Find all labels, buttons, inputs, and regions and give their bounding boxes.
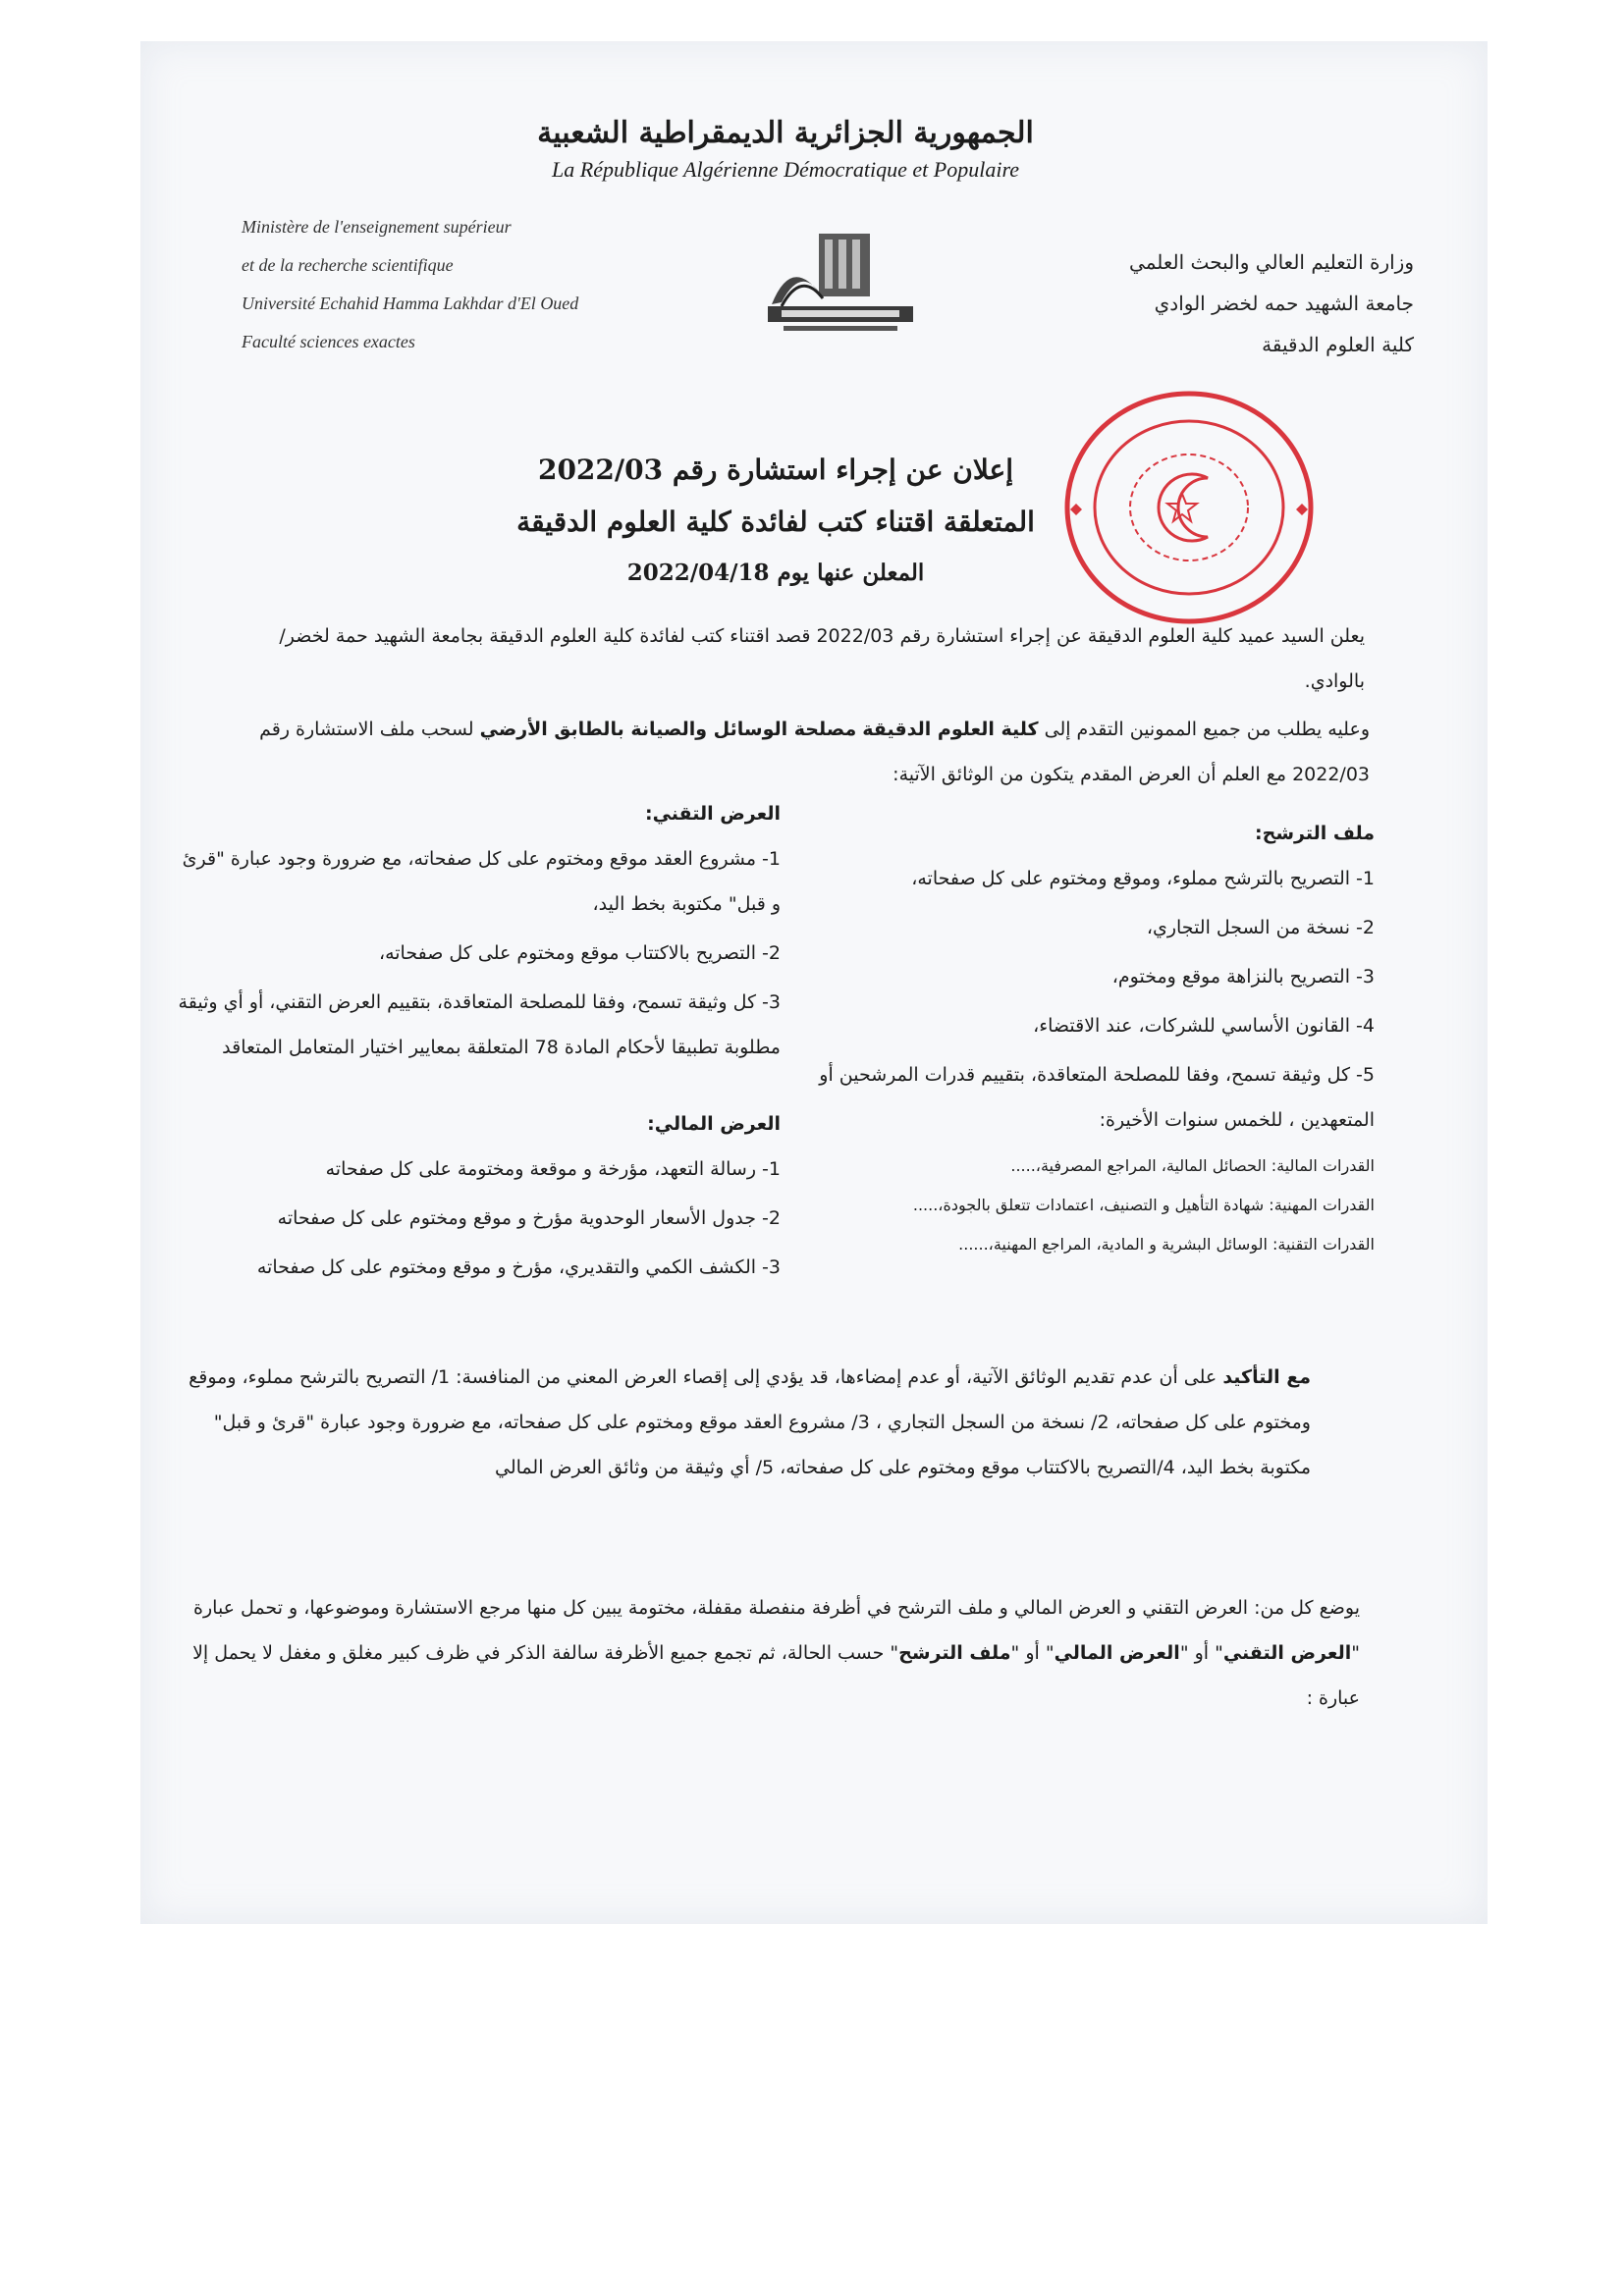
- republic-title-ar: الجمهورية الجزائرية الديمقراطية الشعبية: [537, 116, 1034, 150]
- candidacy-section: [815, 811, 1375, 1264]
- envelope-paragraph: [172, 1585, 1360, 1721]
- financial-label: العرض المالي: [1054, 1642, 1180, 1664]
- request-paragraph: [206, 707, 1370, 797]
- ministry-line: Ministère de l'enseignement supérieur: [242, 217, 512, 237]
- technical-label: العرض التقني: [1222, 1642, 1352, 1664]
- announcement-subtitle: المتعلقة اقتناء كتب لفائدة كلية العلوم الدقيقة: [516, 506, 1035, 538]
- request-text-end: لسحب ملف الاستشارة رقم 2022/03 مع العلم أن العرض المقدم يتكون من الوثائق الآتية:: [259, 719, 1370, 785]
- faculty-name: كلية العلوم الدقيقة: [862, 719, 1039, 740]
- financial-title: العرض المالي:: [647, 1113, 781, 1135]
- faculty-line: Faculté sciences exactes: [242, 332, 415, 351]
- service-name: مصلحة الوسائل والصيانة بالطابق الأرضي: [479, 719, 857, 740]
- note-emphasis: مع التأكيد: [1222, 1366, 1311, 1388]
- university-line-ar: جامعة الشهيد حمه لخضر الوادي: [1154, 292, 1414, 315]
- republic-title-fr: La République Algérienne Démocratique et Populaire: [552, 157, 1019, 182]
- list-item: 3- كل وثيقة تسمح، وفقا للمصلحة المتعاقدة، بتقييم العرض التقني، أو أي وثيقة مطلوبة تطبيقا لأحكام المادة 78 المتعلقة بمعايير اختيار المتعامل المتعاقد: [178, 991, 781, 1058]
- final-text: " أو ": [1010, 1642, 1055, 1664]
- intro-paragraph: يعلن السيد عميد كلية العلوم الدقيقة عن إجراء استشارة رقم 2022/03 قصد اقتناء كتب لفائدة كلية العلوم الدقيقة بجامعة الشهيد حمة لخضر/ بالوادي.: [279, 625, 1365, 692]
- announcement-title: إعلان عن إجراء استشارة رقم 2022/03: [537, 454, 1014, 486]
- capacity-item: القدرات التقنية: الوسائل البشرية و المادية، المراجع المهنية،......: [958, 1235, 1375, 1254]
- final-text: " حسب الحالة، ثم تجمع جميع الأظرفة سالفة الذكر في ظرف كبير مغلق و مغفل لا يحمل إلا عبارة :: [192, 1642, 1360, 1709]
- announcement-date: المعلن عنها يوم 2022/04/18: [626, 560, 925, 586]
- final-text: يوضع كل من: العرض التقني و العرض المالي و ملف الترشح في أظرفة منفصلة مقفلة، مختومة يبين كل منها مرجع الاستشارة وموضوعها، و تحمل عبارة ": [193, 1597, 1360, 1664]
- list-item: 2- نسخة من السجل التجاري،: [1146, 917, 1375, 938]
- capacity-item: القدرات المالية: الحصائل المالية، المراجع المصرفية،.....: [1010, 1156, 1375, 1175]
- university-logo-icon: [762, 226, 919, 342]
- ministry-line: et de la recherche scientifique: [242, 255, 454, 275]
- faculty-line-ar: كلية العلوم الدقيقة: [1262, 333, 1414, 356]
- candidacy-label: ملف الترشح: [898, 1642, 1011, 1664]
- list-item: 5- كل وثيقة تسمح، وفقا للمصلحة المتعاقدة، بتقييم قدرات المرشحين أو المتعهدين ، للخمس سنوات الأخيرة:: [819, 1064, 1375, 1131]
- ministry-fr-block: [242, 208, 713, 361]
- list-item: 3- التصريح بالنزاهة موقع ومختوم،: [1111, 966, 1375, 988]
- ministry-ar-block: [1021, 241, 1414, 365]
- official-stamp-icon: [1060, 388, 1318, 628]
- list-item: 2- التصريح بالاكتتاب موقع ومختوم على كل صفحاته،: [378, 942, 781, 964]
- list-item: 1- التصريح بالترشح مملوء، وموقع ومختوم على كل صفحاته،: [911, 868, 1375, 889]
- ministry-line-ar: وزارة التعليم العالي والبحث العلمي: [1129, 250, 1414, 274]
- request-text: وعليه يطلب من جميع الممونين التقدم إلى: [1038, 719, 1370, 740]
- offers-section: [172, 791, 781, 1294]
- list-item: 4- القانون الأساسي للشركات، عند الاقتضاء،: [1033, 1015, 1375, 1037]
- note-paragraph: [182, 1355, 1311, 1490]
- note-text: على أن عدم تقديم الوثائق الآتية، أو عدم إمضاءها، قد يؤدي إلى إقصاء العرض المعني من المنافسة: 1/ التصريح بالترشح مملوء، وموقع ومختوم على كل صفحاته، 2/ نسخة من السجل التجاري ، 3/ مشروع العقد موقع ومختوم على كل صفحاته، مع ضرورة وجود عبارة "قرئ و قبل" مكتوبة بخط اليد، 4/التصريح بالاكتتاب موقع ومختوم على كل صفحاته، 5/ أي وثيقة من وثائق العرض المالي: [189, 1366, 1311, 1478]
- list-item: 3- الكشف الكمي والتقديري، مؤرخ و موقع ومختوم على كل صفحاته: [256, 1256, 781, 1278]
- university-line: Université Echahid Hamma Lakhdar d'El Oued: [242, 294, 579, 313]
- capacity-item: القدرات المهنية: شهادة التأهيل و التصنيف، اعتمادات تتعلق بالجودة،.....: [912, 1196, 1375, 1214]
- technical-title: العرض التقني:: [644, 803, 781, 825]
- list-item: 2- جدول الأسعار الوحدوية مؤرخ و موقع ومختوم على كل صفحاته: [277, 1207, 781, 1229]
- final-text: " أو ": [1179, 1642, 1223, 1664]
- list-item: 1- مشروع العقد موقع ومختوم على كل صفحاته، مع ضرورة وجود عبارة "قرئ و قبل" مكتوبة بخط اليد،: [182, 848, 781, 915]
- list-item: 1- رسالة التعهد، مؤرخة و موقعة ومختومة على كل صفحاته: [325, 1158, 781, 1180]
- candidacy-title: ملف الترشح:: [1255, 823, 1375, 844]
